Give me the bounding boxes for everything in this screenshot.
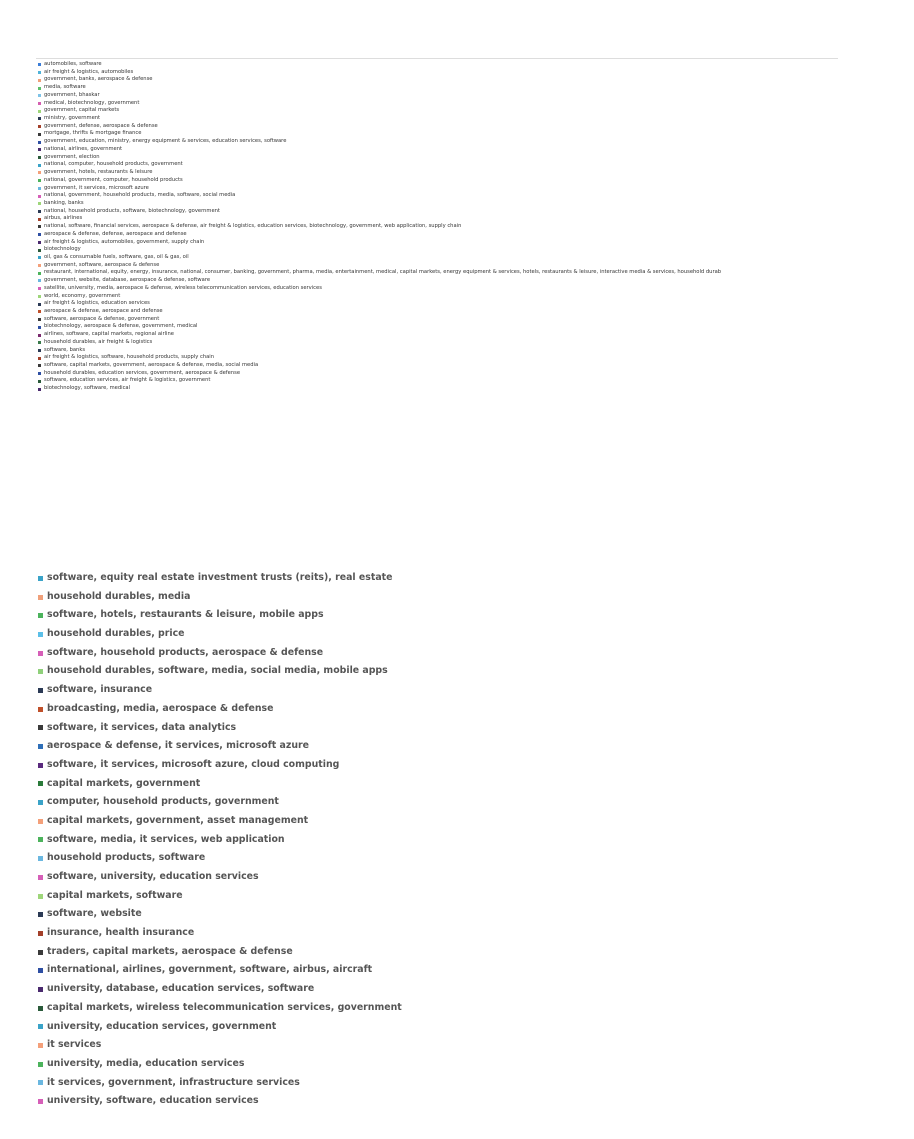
legend-item[interactable] xyxy=(38,362,912,370)
legend-swatch xyxy=(38,310,41,313)
legend-item[interactable] xyxy=(38,569,898,588)
legend-item[interactable] xyxy=(38,961,898,980)
legend-swatch xyxy=(38,241,41,244)
legend-label: airbus, airlines xyxy=(44,215,83,222)
legend-swatch xyxy=(38,164,41,167)
legend-label: household products, software xyxy=(47,852,206,864)
legend-swatch xyxy=(38,279,41,282)
legend-label: national, software, financial services, aerospace & defense, air freight & logistics, education services, biotechnology, government, web application, supply chain xyxy=(44,223,462,230)
legend-label: university, education services, government xyxy=(47,1020,277,1032)
legend-label: banking, banks xyxy=(44,199,84,206)
legend-label: household durables, air freight & logistics xyxy=(44,338,153,345)
legend-item[interactable] xyxy=(38,154,912,162)
legend-swatch xyxy=(38,272,41,275)
legend-item[interactable] xyxy=(38,269,912,277)
legend-item[interactable] xyxy=(38,177,912,185)
legend-swatch xyxy=(38,148,41,151)
legend-swatch xyxy=(38,357,41,360)
legend-swatch xyxy=(38,380,41,383)
legend-item[interactable] xyxy=(38,775,898,794)
legend-label: national, government, household products, media, software, social media xyxy=(44,192,236,199)
legend-label: government, defense, aerospace & defense xyxy=(44,122,158,129)
legend-label: national, government, computer, household products xyxy=(44,176,183,183)
legend-label: capital markets, software xyxy=(47,889,183,901)
legend-item[interactable] xyxy=(38,215,912,223)
legend-item[interactable] xyxy=(38,285,912,293)
legend-swatch xyxy=(38,71,41,74)
legend-label: airlines, software, capital markets, regional airline xyxy=(44,331,174,338)
legend-swatch xyxy=(38,133,41,136)
legend-item[interactable] xyxy=(38,130,912,138)
legend-swatch xyxy=(38,1099,43,1104)
legend-label: government, it services, microsoft azure xyxy=(44,184,149,191)
legend-label: it services, government, infrastructure services xyxy=(47,1076,300,1088)
legend-item[interactable] xyxy=(38,719,898,738)
legend-label: university, software, education services xyxy=(47,1095,259,1107)
legend-swatch xyxy=(38,968,43,973)
legend-upper xyxy=(38,61,912,393)
legend-swatch xyxy=(38,987,43,992)
legend-swatch xyxy=(38,287,41,290)
legend-swatch xyxy=(38,781,43,786)
legend-swatch xyxy=(38,1024,43,1029)
legend-label: national, airlines, government xyxy=(44,145,123,152)
legend-label: government, election xyxy=(44,153,100,160)
legend-swatch xyxy=(38,894,43,899)
legend-swatch xyxy=(38,1062,43,1067)
legend-item[interactable] xyxy=(38,100,912,108)
legend-item[interactable] xyxy=(38,1092,898,1111)
legend-swatch xyxy=(38,179,41,182)
legend-item[interactable] xyxy=(38,644,898,663)
legend-swatch xyxy=(38,156,41,159)
legend-label: air freight & logistics, automobiles xyxy=(44,68,134,75)
legend-swatch xyxy=(38,117,41,120)
legend-item[interactable] xyxy=(38,69,912,77)
legend-item[interactable] xyxy=(38,262,912,270)
legend-item[interactable] xyxy=(38,588,898,607)
legend-swatch xyxy=(38,225,41,228)
legend-item[interactable] xyxy=(38,868,898,887)
legend-swatch xyxy=(38,79,41,82)
legend-item[interactable] xyxy=(38,331,912,339)
chart-top-divider xyxy=(36,58,838,59)
legend-label: aerospace & defense, aerospace and defense xyxy=(44,308,163,314)
legend-label: satellite, university, media, aerospace & defense, wireless telecommunication services, education services xyxy=(44,284,322,291)
legend-swatch xyxy=(38,334,41,337)
legend-label: software, equity real estate investment trusts (reits), real estate xyxy=(47,572,393,583)
legend-item[interactable] xyxy=(38,831,898,850)
legend-swatch xyxy=(38,295,41,298)
legend-item[interactable] xyxy=(38,1055,898,1074)
legend-swatch xyxy=(38,141,41,144)
legend-item[interactable] xyxy=(38,943,898,962)
legend-item[interactable] xyxy=(38,277,912,285)
legend-label: software, it services, microsoft azure, cloud computing xyxy=(47,758,340,770)
legend-item[interactable] xyxy=(38,107,912,115)
legend-item[interactable] xyxy=(38,347,912,355)
legend-item[interactable] xyxy=(38,231,912,239)
legend-label: university, media, education services xyxy=(47,1057,245,1069)
legend-swatch xyxy=(38,837,43,842)
legend-swatch xyxy=(38,94,41,97)
legend-item[interactable] xyxy=(38,169,912,177)
legend-item[interactable] xyxy=(38,354,912,362)
legend-label: aerospace & defense, it services, microsoft azure xyxy=(47,740,309,752)
legend-swatch xyxy=(38,1006,43,1011)
legend-label: household durables, media xyxy=(47,590,191,602)
legend-label: mortgage, thrifts & mortgage finance xyxy=(44,130,142,137)
legend-label: oil, gas & consumable fuels, software, gas, oil & gas, oil xyxy=(44,253,189,260)
legend-swatch xyxy=(38,195,41,198)
legend-label: software, it services, data analytics xyxy=(47,721,237,733)
legend-swatch xyxy=(38,264,41,267)
legend-label: software, university, education services xyxy=(47,871,259,882)
legend-swatch xyxy=(38,632,43,637)
legend-item[interactable] xyxy=(38,185,912,193)
legend-swatch xyxy=(38,388,41,391)
legend-swatch xyxy=(38,950,43,955)
legend-label: government, bhaskar xyxy=(44,91,100,98)
legend-swatch xyxy=(38,856,43,861)
legend-label: insurance, health insurance xyxy=(47,927,195,939)
legend-lower xyxy=(38,569,898,1111)
legend-swatch xyxy=(38,651,43,656)
legend-swatch xyxy=(38,1043,43,1048)
legend-swatch xyxy=(38,171,41,174)
legend-swatch xyxy=(38,341,41,344)
legend-item[interactable] xyxy=(38,1036,898,1055)
legend-swatch xyxy=(38,187,41,190)
legend-label: capital markets, wireless telecommunication services, government xyxy=(47,1001,402,1013)
legend-item[interactable] xyxy=(38,339,912,347)
legend-label: ministry, government xyxy=(44,115,101,122)
legend-item[interactable] xyxy=(38,662,898,681)
legend-swatch xyxy=(38,688,43,693)
legend-item[interactable] xyxy=(38,924,898,943)
legend-item[interactable] xyxy=(38,323,912,331)
legend-item[interactable] xyxy=(38,239,912,247)
legend-label: government, hotels, restaurants & leisure xyxy=(44,169,153,176)
legend-item[interactable] xyxy=(38,123,912,131)
legend-item[interactable] xyxy=(38,192,912,200)
legend-label: software, capital markets, government, aerospace & defense, media, social media xyxy=(44,362,259,369)
legend-item[interactable] xyxy=(38,606,898,625)
legend-label: government, website, database, aerospace & defense, software xyxy=(44,277,211,284)
legend-item[interactable] xyxy=(38,208,912,216)
legend-swatch xyxy=(38,233,41,236)
legend-item[interactable] xyxy=(38,999,898,1018)
legend-swatch xyxy=(38,1080,43,1085)
legend-swatch xyxy=(38,364,41,367)
legend-item[interactable] xyxy=(38,793,898,812)
legend-swatch xyxy=(38,202,41,205)
legend-swatch xyxy=(38,763,43,768)
legend-item[interactable] xyxy=(38,980,898,999)
legend-swatch xyxy=(38,349,41,352)
legend-label: national, household products, software, biotechnology, government xyxy=(44,207,220,214)
legend-item[interactable] xyxy=(38,246,912,254)
legend-swatch xyxy=(38,326,41,329)
legend-label: international, airlines, government, software, airbus, aircraft xyxy=(47,964,373,976)
legend-item[interactable] xyxy=(38,756,898,775)
legend-item[interactable] xyxy=(38,84,912,92)
legend-item[interactable] xyxy=(38,681,898,700)
legend-label: biotechnology, aerospace & defense, government, medical xyxy=(44,323,198,330)
legend-label: software, banks xyxy=(44,346,86,353)
legend-item[interactable] xyxy=(38,625,898,644)
legend-swatch xyxy=(38,875,43,880)
legend-label: software, hotels, restaurants & leisure, mobile apps xyxy=(47,609,324,621)
legend-swatch xyxy=(38,218,41,221)
legend-item[interactable] xyxy=(38,316,912,324)
legend-label: software, aerospace & defense, government xyxy=(44,315,160,322)
legend-item[interactable] xyxy=(38,1018,898,1037)
legend-label: capital markets, government, asset management xyxy=(47,814,309,826)
legend-item[interactable] xyxy=(38,308,912,316)
legend-swatch xyxy=(38,744,43,749)
legend-label: government, education, ministry, energy equipment & services, education services, software xyxy=(44,138,287,145)
legend-swatch xyxy=(38,110,41,113)
legend-item[interactable] xyxy=(38,300,912,308)
legend-item[interactable] xyxy=(38,905,898,924)
legend-swatch xyxy=(38,318,41,321)
legend-item[interactable] xyxy=(38,737,898,756)
legend-item[interactable] xyxy=(38,200,912,208)
legend-label: capital markets, government xyxy=(47,777,201,789)
legend-label: traders, capital markets, aerospace & defense xyxy=(47,945,293,957)
legend-swatch xyxy=(38,819,43,824)
legend-label: software, household products, aerospace & defense xyxy=(47,646,324,658)
legend-swatch xyxy=(38,912,43,917)
legend-label: household durables, price xyxy=(47,628,185,640)
legend-swatch xyxy=(38,576,43,581)
legend-item[interactable] xyxy=(38,849,898,868)
legend-label: software, insurance xyxy=(47,684,153,696)
legend-item[interactable] xyxy=(38,61,912,69)
legend-label: computer, household products, government xyxy=(47,796,279,808)
legend-swatch xyxy=(38,931,43,936)
legend-label: software, education services, air freight & logistics, government xyxy=(44,377,211,384)
legend-swatch xyxy=(38,669,43,674)
legend-label: government, banks, aerospace & defense xyxy=(44,76,153,83)
legend-label: government, software, aerospace & defense xyxy=(44,261,160,268)
legend-label: it services xyxy=(47,1039,102,1051)
legend-swatch xyxy=(38,372,41,375)
legend-label: biotechnology xyxy=(44,246,81,253)
legend-item[interactable] xyxy=(38,115,912,123)
legend-label: household durables, education services, government, aerospace & defense xyxy=(44,369,241,376)
legend-swatch xyxy=(38,210,41,213)
legend-swatch xyxy=(38,725,43,730)
legend-item[interactable] xyxy=(38,370,912,378)
legend-item[interactable] xyxy=(38,887,898,906)
legend-item[interactable] xyxy=(38,812,898,831)
legend-swatch xyxy=(38,63,41,66)
legend-item[interactable] xyxy=(38,377,912,385)
legend-item[interactable] xyxy=(38,385,912,393)
legend-item[interactable] xyxy=(38,293,912,301)
legend-label: restaurant, international, equity, energy, insurance, national, consumer, banking, government, pharma, media, entertainment, medical, capital markets, energy equipment & services, hotels, restaurants & leisure, interactive media & services, household durab xyxy=(44,269,722,276)
legend-item[interactable] xyxy=(38,223,912,231)
legend-swatch xyxy=(38,249,41,252)
legend-swatch xyxy=(38,125,41,128)
legend-item[interactable] xyxy=(38,146,912,154)
legend-label: broadcasting, media, aerospace & defense xyxy=(47,702,274,714)
legend-label: air freight & logistics, software, household products, supply chain xyxy=(44,354,215,361)
legend-label: biotechnology, software, medical xyxy=(44,385,131,392)
legend-label: air freight & logistics, education services xyxy=(44,300,150,307)
legend-label: medical, biotechnology, government xyxy=(44,99,140,106)
legend-swatch xyxy=(38,613,43,618)
legend-label: air freight & logistics, automobiles, government, supply chain xyxy=(44,238,205,245)
legend-label: government, capital markets xyxy=(44,107,120,114)
legend-item[interactable] xyxy=(38,138,912,146)
legend-swatch xyxy=(38,303,41,306)
legend-item[interactable] xyxy=(38,700,898,719)
legend-swatch xyxy=(38,707,43,712)
legend-label: aerospace & defense, defense, aerospace and defense xyxy=(44,230,187,237)
legend-item[interactable] xyxy=(38,92,912,100)
legend-item[interactable] xyxy=(38,1074,898,1093)
legend-item[interactable] xyxy=(38,161,912,169)
legend-label: national, computer, household products, government xyxy=(44,161,183,168)
legend-item[interactable] xyxy=(38,254,912,262)
legend-label: household durables, software, media, social media, mobile apps xyxy=(47,665,388,677)
legend-label: university, database, education services, software xyxy=(47,983,315,995)
legend-swatch xyxy=(38,800,43,805)
legend-item[interactable] xyxy=(38,76,912,84)
legend-label: software, media, it services, web application xyxy=(47,833,285,845)
legend-label: automobiles, software xyxy=(44,61,102,67)
legend-swatch xyxy=(38,595,43,600)
legend-swatch xyxy=(38,102,41,105)
legend-swatch xyxy=(38,87,41,90)
legend-label: world, economy, government xyxy=(44,292,121,299)
legend-label: software, website xyxy=(47,908,142,920)
legend-swatch xyxy=(38,256,41,259)
legend-label: media, software xyxy=(44,84,86,91)
